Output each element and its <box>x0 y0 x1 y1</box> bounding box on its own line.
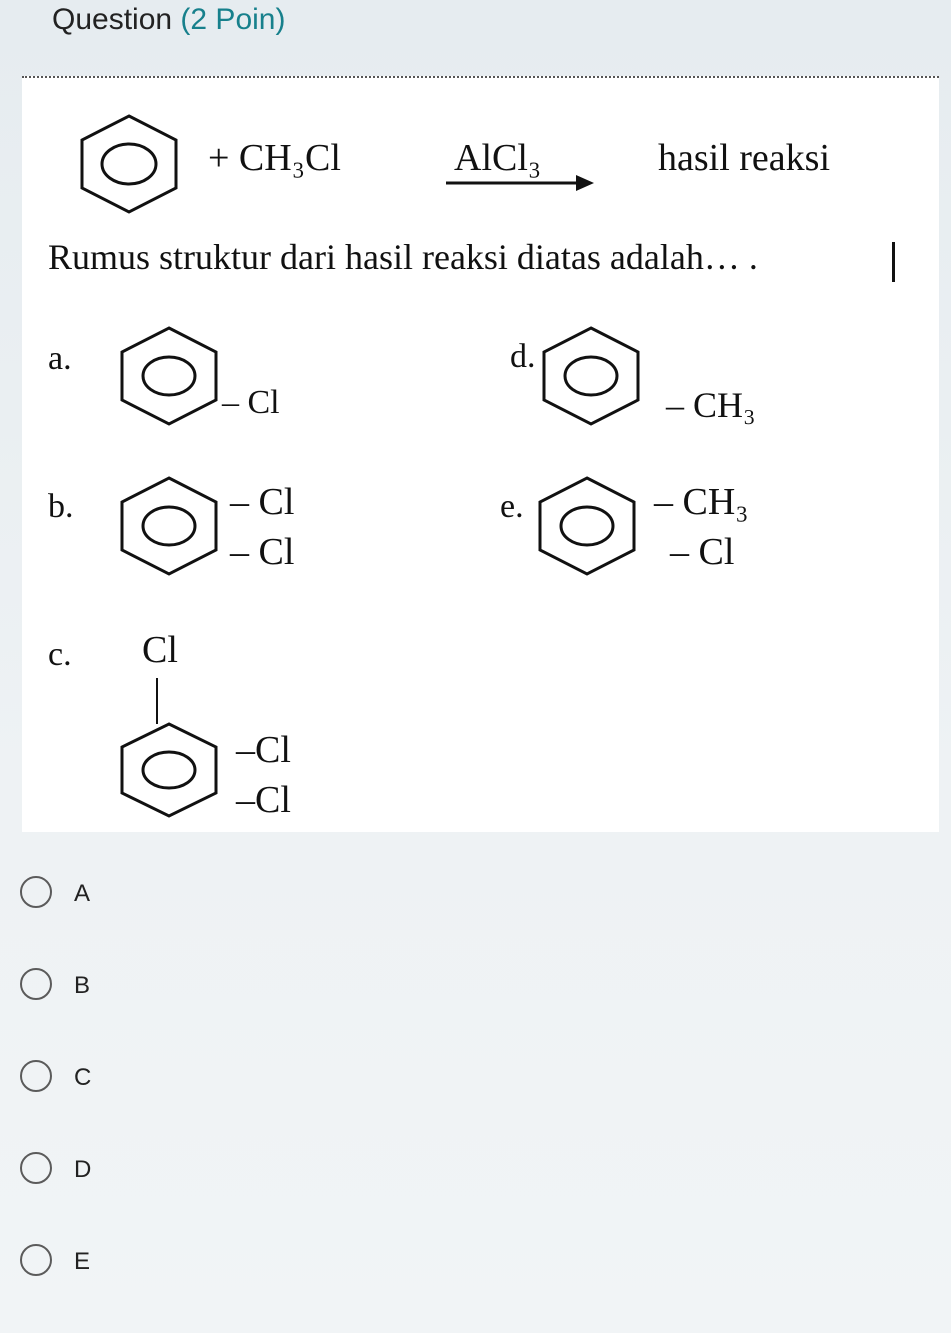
option-c-radio[interactable] <box>20 1060 52 1092</box>
option-a-radio[interactable] <box>20 876 52 908</box>
choice-c-sub-2: –Cl <box>236 779 291 821</box>
catalyst-text: AlCl₃ <box>454 137 542 179</box>
choice-d-letter: d. <box>510 338 536 375</box>
choice-e-letter: e. <box>500 488 524 525</box>
option-c-label: C <box>74 1064 92 1091</box>
choice-d-sub-1: – CH₃ <box>666 385 756 425</box>
text-cursor <box>892 242 895 282</box>
question-title: Question <box>52 3 173 36</box>
option-a[interactable] <box>0 846 951 926</box>
option-b[interactable] <box>0 938 951 1018</box>
choice-a-sub-1: – Cl <box>222 384 280 421</box>
option-d-label: D <box>74 1156 92 1183</box>
choice-b-sub-1: – Cl <box>230 481 295 523</box>
choice-c-sub-1: –Cl <box>236 729 291 771</box>
question-header <box>52 0 285 40</box>
choice-b-letter: b. <box>48 488 74 525</box>
bond-line-c <box>154 678 160 724</box>
option-d-radio[interactable] <box>20 1152 52 1184</box>
option-d[interactable] <box>0 1122 951 1202</box>
product-text: hasil reaksi <box>658 137 831 179</box>
option-a-label: A <box>74 880 91 907</box>
option-e-label: E <box>74 1248 91 1275</box>
choice-a-letter: a. <box>48 340 72 377</box>
choice-e-sub-2: – Cl <box>670 531 735 573</box>
question-image-card <box>22 76 939 832</box>
benzene-ring-a <box>114 324 224 428</box>
option-e-radio[interactable] <box>20 1244 52 1276</box>
benzene-ring-e <box>532 474 642 578</box>
benzene-ring-b <box>114 474 224 578</box>
choice-c-letter: c. <box>48 636 72 673</box>
choice-b-sub-2: – Cl <box>230 531 295 573</box>
option-b-radio[interactable] <box>20 968 52 1000</box>
option-e[interactable] <box>0 1214 951 1294</box>
option-b-label: B <box>74 972 91 999</box>
benzene-ring-d <box>536 324 646 428</box>
reaction-arrow <box>446 172 596 194</box>
option-c[interactable] <box>0 1030 951 1110</box>
question-points: (2 Poin) <box>180 3 286 36</box>
choice-e-sub-1: – CH₃ <box>654 481 749 523</box>
choice-c-top-sub: Cl <box>142 629 178 671</box>
benzene-ring-reactant <box>76 112 182 216</box>
benzene-ring-c <box>114 720 224 820</box>
prompt-text: Rumus struktur dari hasil reaksi diatas adalah… . <box>48 237 758 277</box>
reactant-text: + CH₃Cl <box>208 137 341 179</box>
